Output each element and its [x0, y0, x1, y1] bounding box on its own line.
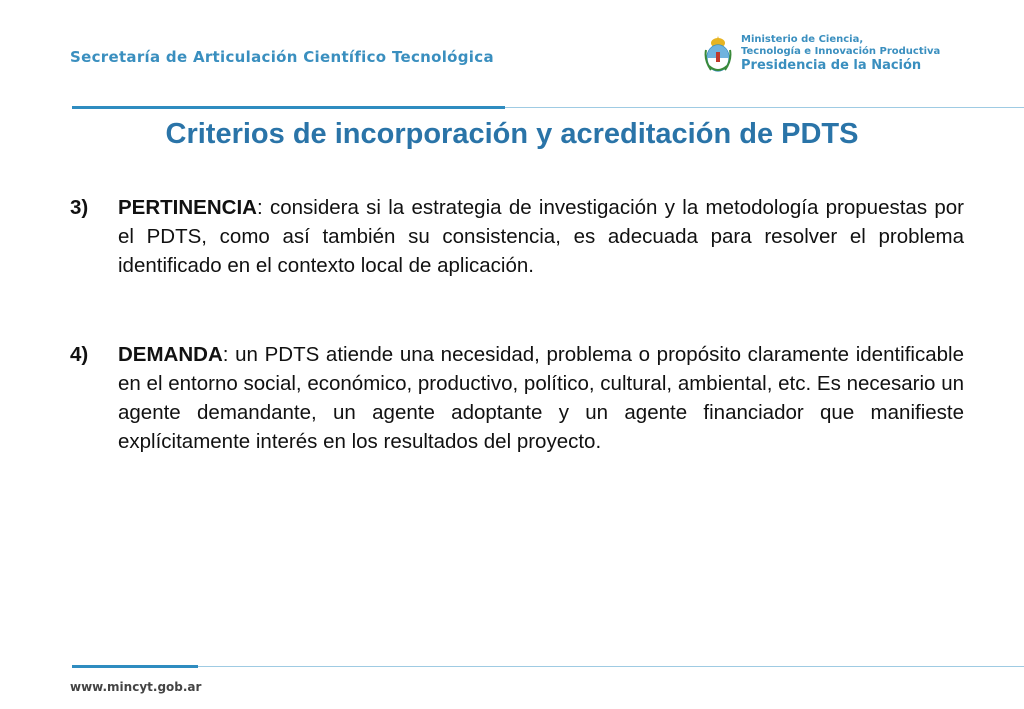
criterion-term: DEMANDA — [118, 343, 223, 366]
footer-divider-accent — [72, 665, 198, 668]
presidency-label: Presidencia de la Nación — [741, 58, 922, 73]
criterion-item-demanda — [70, 340, 964, 456]
criterion-item-pertinencia — [70, 193, 964, 280]
criterion-number: 4) — [70, 343, 89, 366]
criterion-body — [118, 193, 964, 280]
ministry-line-2: Tecnología e Innovación Productiva — [741, 46, 941, 57]
secretariat-title: Secretaría de Articulación Científico Tecnológica — [70, 48, 494, 66]
ministry-line-1: Ministerio de Ciencia, — [741, 34, 864, 45]
argentina-coat-of-arms-icon — [703, 30, 733, 76]
criterion-text: : considera si la estrategia de investigación y la metodología propuestas por el PDTS, como así también su consistencia, es adecuada para resolver el problema identificado en el contexto local de aplicación. — [118, 196, 964, 277]
footer-divider — [72, 666, 1024, 667]
criterion-number: 3) — [70, 196, 89, 219]
criterion-term: PERTINENCIA — [118, 196, 257, 219]
header-divider-accent — [72, 106, 505, 109]
footer-url: www.mincyt.gob.ar — [70, 680, 202, 694]
criterion-body — [118, 340, 964, 456]
criterion-text: : un PDTS atiende una necesidad, problema o propósito claramente identificable en el entorno social, económico, productivo, político, cultural, ambiental, etc. Es necesario un agente demandante, un agente adoptante y un agente financiador que manifieste explícitamente interés en los resultados del proyecto. — [118, 343, 964, 453]
ministry-logo — [703, 30, 940, 76]
slide-title: Criterios de incorporación y acreditación de PDTS — [165, 118, 859, 150]
